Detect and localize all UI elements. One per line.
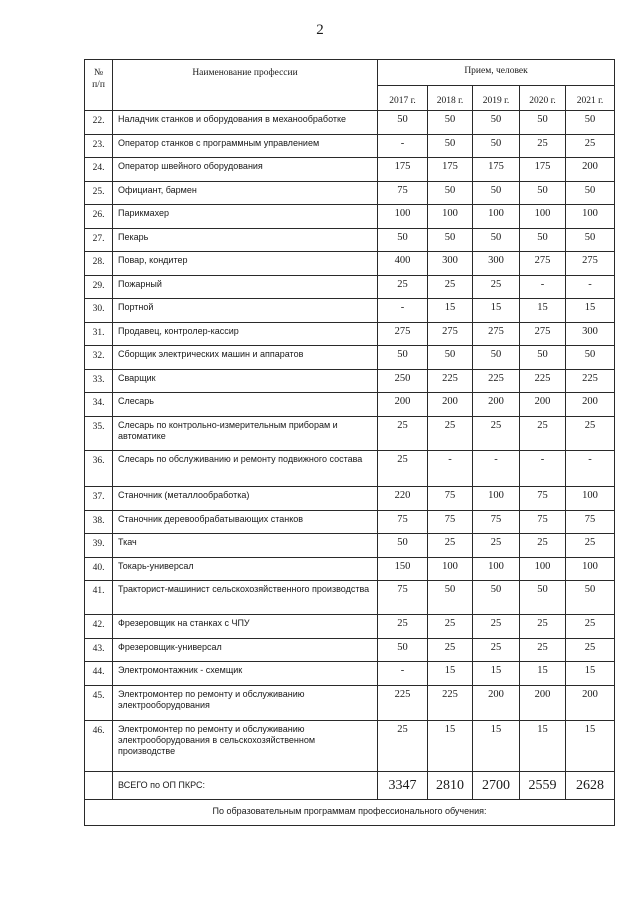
intake-value: 50	[566, 182, 615, 205]
row-number: 34.	[85, 393, 113, 417]
intake-value: 25	[566, 534, 615, 558]
profession-name: Фрезеровщик на станках с ЧПУ	[113, 615, 378, 639]
intake-value: 275	[473, 323, 520, 346]
row-number: 32.	[85, 346, 113, 370]
intake-value: 75	[378, 581, 428, 615]
profession-name: Фрезеровщик-универсал	[113, 639, 378, 662]
profession-name: Официант, бармен	[113, 182, 378, 205]
intake-value: -	[566, 451, 615, 487]
table-row	[85, 370, 615, 393]
intake-value: 225	[473, 370, 520, 393]
intake-value: 220	[378, 487, 428, 511]
intake-value: 25	[520, 534, 566, 558]
header-year: 2021 г.	[566, 86, 615, 111]
intake-value: 50	[473, 346, 520, 370]
intake-value: 200	[473, 686, 520, 721]
intake-value: 100	[520, 558, 566, 581]
intake-value: 300	[473, 252, 520, 276]
profession-name: Слесарь	[113, 393, 378, 417]
profession-name: Пекарь	[113, 229, 378, 252]
profession-name: Повар, кондитер	[113, 252, 378, 276]
table-row	[85, 451, 615, 487]
table-row	[85, 615, 615, 639]
table-row	[85, 135, 615, 158]
row-number: 41.	[85, 581, 113, 615]
intake-value: 25	[428, 276, 473, 299]
table-row	[85, 393, 615, 417]
intake-value: 75	[428, 511, 473, 534]
profession-name: Парикмахер	[113, 205, 378, 229]
intake-value: 50	[378, 639, 428, 662]
row-number: 36.	[85, 451, 113, 487]
profession-name: Токарь-универсал	[113, 558, 378, 581]
total-value: 3347	[378, 772, 428, 800]
intake-value: 100	[473, 205, 520, 229]
row-number: 43.	[85, 639, 113, 662]
intake-value: 50	[428, 135, 473, 158]
row-number: 29.	[85, 276, 113, 299]
intake-value: 275	[520, 252, 566, 276]
total-row	[85, 772, 615, 800]
intake-value: -	[378, 299, 428, 323]
intake-value: 225	[566, 370, 615, 393]
total-empty-cell	[85, 772, 113, 800]
intake-value: 250	[378, 370, 428, 393]
intake-value: 200	[520, 686, 566, 721]
intake-value: 100	[566, 558, 615, 581]
intake-value: 50	[378, 346, 428, 370]
intake-value: 50	[566, 346, 615, 370]
intake-value: 400	[378, 252, 428, 276]
intake-value: 25	[378, 615, 428, 639]
intake-value: 300	[428, 252, 473, 276]
intake-value: 50	[473, 182, 520, 205]
table-row	[85, 346, 615, 370]
row-number: 33.	[85, 370, 113, 393]
intake-value: 75	[428, 487, 473, 511]
intake-value: 25	[378, 721, 428, 772]
profession-name: Сварщик	[113, 370, 378, 393]
intake-value: 50	[428, 346, 473, 370]
intake-value: 25	[520, 615, 566, 639]
total-label: ВСЕГО по ОП ПКРС:	[113, 772, 378, 800]
profession-name: Слесарь по обслуживанию и ремонту подвижного состава	[113, 451, 378, 487]
intake-value: 25	[428, 639, 473, 662]
intake-value: 25	[566, 135, 615, 158]
table-row	[85, 721, 615, 772]
intake-value: 25	[473, 417, 520, 451]
row-number: 31.	[85, 323, 113, 346]
intake-value: 15	[473, 662, 520, 686]
intake-value: 275	[428, 323, 473, 346]
intake-value: 25	[378, 417, 428, 451]
intake-value: 50	[566, 229, 615, 252]
table-row	[85, 686, 615, 721]
intake-value: 200	[520, 393, 566, 417]
intake-value: 50	[520, 182, 566, 205]
row-number: 44.	[85, 662, 113, 686]
intake-value: 25	[473, 615, 520, 639]
row-number: 40.	[85, 558, 113, 581]
intake-value: 50	[428, 182, 473, 205]
profession-name: Электромонтер по ремонту и обслуживанию электрооборудования	[113, 686, 378, 721]
intake-value: 225	[520, 370, 566, 393]
intake-value: 50	[428, 229, 473, 252]
intake-value: 225	[428, 370, 473, 393]
intake-value: 175	[473, 158, 520, 182]
intake-value: 175	[428, 158, 473, 182]
row-number: 25.	[85, 182, 113, 205]
intake-value: 25	[566, 639, 615, 662]
intake-value: 50	[428, 581, 473, 615]
profession-name: Ткач	[113, 534, 378, 558]
profession-name: Оператор швейного оборудования	[113, 158, 378, 182]
profession-name: Станочник деревообрабатывающих станков	[113, 511, 378, 534]
intake-value: 75	[378, 182, 428, 205]
total-value: 2559	[520, 772, 566, 800]
intake-value: 75	[520, 511, 566, 534]
intake-value: 100	[428, 205, 473, 229]
intake-value: 15	[473, 721, 520, 772]
intake-value: 300	[566, 323, 615, 346]
intake-value: 15	[428, 662, 473, 686]
table-row	[85, 205, 615, 229]
intake-value: 225	[428, 686, 473, 721]
table-row	[85, 417, 615, 451]
intake-value: 275	[378, 323, 428, 346]
intake-value: 50	[473, 111, 520, 135]
intake-value: 200	[566, 393, 615, 417]
intake-value: 15	[520, 721, 566, 772]
table-row	[85, 299, 615, 323]
intake-value: 15	[520, 662, 566, 686]
intake-value: 15	[566, 721, 615, 772]
table-row	[85, 323, 615, 346]
intake-value: 200	[473, 393, 520, 417]
intake-value: 50	[566, 581, 615, 615]
profession-name: Наладчик станков и оборудования в механообработке	[113, 111, 378, 135]
intake-value: -	[428, 451, 473, 487]
row-number: 42.	[85, 615, 113, 639]
intake-value: 25	[428, 417, 473, 451]
profession-name: Тракторист-машинист сельскохозяйственного производства	[113, 581, 378, 615]
intake-value: 25	[378, 276, 428, 299]
total-value: 2810	[428, 772, 473, 800]
intake-value: 100	[520, 205, 566, 229]
table-row	[85, 276, 615, 299]
intake-value: 100	[378, 205, 428, 229]
header-profession-name: Наименование профессии	[113, 60, 378, 111]
intake-value: -	[566, 276, 615, 299]
intake-value: 25	[520, 135, 566, 158]
row-number: 45.	[85, 686, 113, 721]
row-number: 27.	[85, 229, 113, 252]
row-number: 39.	[85, 534, 113, 558]
intake-value: 200	[378, 393, 428, 417]
intake-value: 100	[473, 487, 520, 511]
intake-value: 50	[473, 229, 520, 252]
table-row	[85, 581, 615, 615]
intake-value: -	[378, 662, 428, 686]
intake-value: 25	[520, 417, 566, 451]
intake-value: 100	[566, 205, 615, 229]
header-intake: Прием, человек	[378, 60, 615, 86]
profession-name: Электромонтер по ремонту и обслуживанию электрооборудования в сельскохозяйственном производстве	[113, 721, 378, 772]
intake-value: 50	[378, 111, 428, 135]
intake-value: 50	[520, 111, 566, 135]
table-row	[85, 511, 615, 534]
row-number: 22.	[85, 111, 113, 135]
intake-value: 25	[520, 639, 566, 662]
header-year: 2019 г.	[473, 86, 520, 111]
intake-value: 25	[428, 534, 473, 558]
intake-value: 100	[566, 487, 615, 511]
intake-value: 15	[473, 299, 520, 323]
intake-value: 225	[378, 686, 428, 721]
intake-value: 15	[428, 299, 473, 323]
intake-value: 50	[520, 346, 566, 370]
footer-section-title: По образовательным программам профессионального обучения:	[85, 800, 615, 826]
intake-value: 50	[378, 534, 428, 558]
table-row	[85, 639, 615, 662]
profession-name: Станочник (металлообработка)	[113, 487, 378, 511]
intake-value: 25	[566, 615, 615, 639]
profession-name: Слесарь по контрольно-измерительным приборам и автоматике	[113, 417, 378, 451]
header-year: 2018 г.	[428, 86, 473, 111]
intake-value: 100	[473, 558, 520, 581]
table-row	[85, 158, 615, 182]
row-number: 35.	[85, 417, 113, 451]
intake-value: 15	[566, 662, 615, 686]
intake-value: 25	[473, 534, 520, 558]
table-row	[85, 111, 615, 135]
intake-value: -	[473, 451, 520, 487]
row-number: 37.	[85, 487, 113, 511]
intake-value: 50	[520, 581, 566, 615]
intake-value: 175	[520, 158, 566, 182]
intake-value: 100	[428, 558, 473, 581]
profession-name: Сборщик электрических машин и аппаратов	[113, 346, 378, 370]
row-number: 28.	[85, 252, 113, 276]
table-row	[85, 662, 615, 686]
row-number: 23.	[85, 135, 113, 158]
intake-value: 200	[566, 686, 615, 721]
row-number: 38.	[85, 511, 113, 534]
intake-value: 275	[566, 252, 615, 276]
intake-value: 75	[473, 511, 520, 534]
intake-value: 200	[428, 393, 473, 417]
row-number: 26.	[85, 205, 113, 229]
intake-value: 25	[378, 451, 428, 487]
intake-value: 50	[378, 229, 428, 252]
row-number: 46.	[85, 721, 113, 772]
profession-name: Продавец, контролер-кассир	[113, 323, 378, 346]
intake-value: -	[520, 451, 566, 487]
intake-value: 25	[473, 276, 520, 299]
profession-name: Электромонтажник - схемщик	[113, 662, 378, 686]
profession-name: Портной	[113, 299, 378, 323]
intake-value: 25	[566, 417, 615, 451]
total-value: 2700	[473, 772, 520, 800]
intake-value: 75	[566, 511, 615, 534]
intake-value: 75	[378, 511, 428, 534]
header-number: № п/п	[85, 60, 113, 111]
table-row	[85, 534, 615, 558]
intake-value: 200	[566, 158, 615, 182]
intake-value: -	[378, 135, 428, 158]
intake-value: 50	[428, 111, 473, 135]
table-row	[85, 182, 615, 205]
intake-value: 25	[428, 615, 473, 639]
header-year: 2020 г.	[520, 86, 566, 111]
intake-value: -	[520, 276, 566, 299]
table-row	[85, 229, 615, 252]
intake-value: 50	[566, 111, 615, 135]
row-number: 24.	[85, 158, 113, 182]
intake-value: 50	[473, 581, 520, 615]
intake-value: 15	[520, 299, 566, 323]
intake-value: 50	[520, 229, 566, 252]
intake-value: 50	[473, 135, 520, 158]
table-row	[85, 558, 615, 581]
footer-row	[85, 800, 615, 826]
page-number: 2	[316, 22, 324, 38]
intake-value: 275	[520, 323, 566, 346]
intake-value: 25	[473, 639, 520, 662]
intake-value: 150	[378, 558, 428, 581]
total-value: 2628	[566, 772, 615, 800]
table-row	[85, 252, 615, 276]
row-number: 30.	[85, 299, 113, 323]
profession-name: Пожарный	[113, 276, 378, 299]
admission-table	[84, 59, 615, 826]
intake-value: 15	[566, 299, 615, 323]
header-year: 2017 г.	[378, 86, 428, 111]
table-row	[85, 487, 615, 511]
intake-value: 175	[378, 158, 428, 182]
intake-value: 75	[520, 487, 566, 511]
profession-name: Оператор станков с программным управлением	[113, 135, 378, 158]
intake-value: 15	[428, 721, 473, 772]
